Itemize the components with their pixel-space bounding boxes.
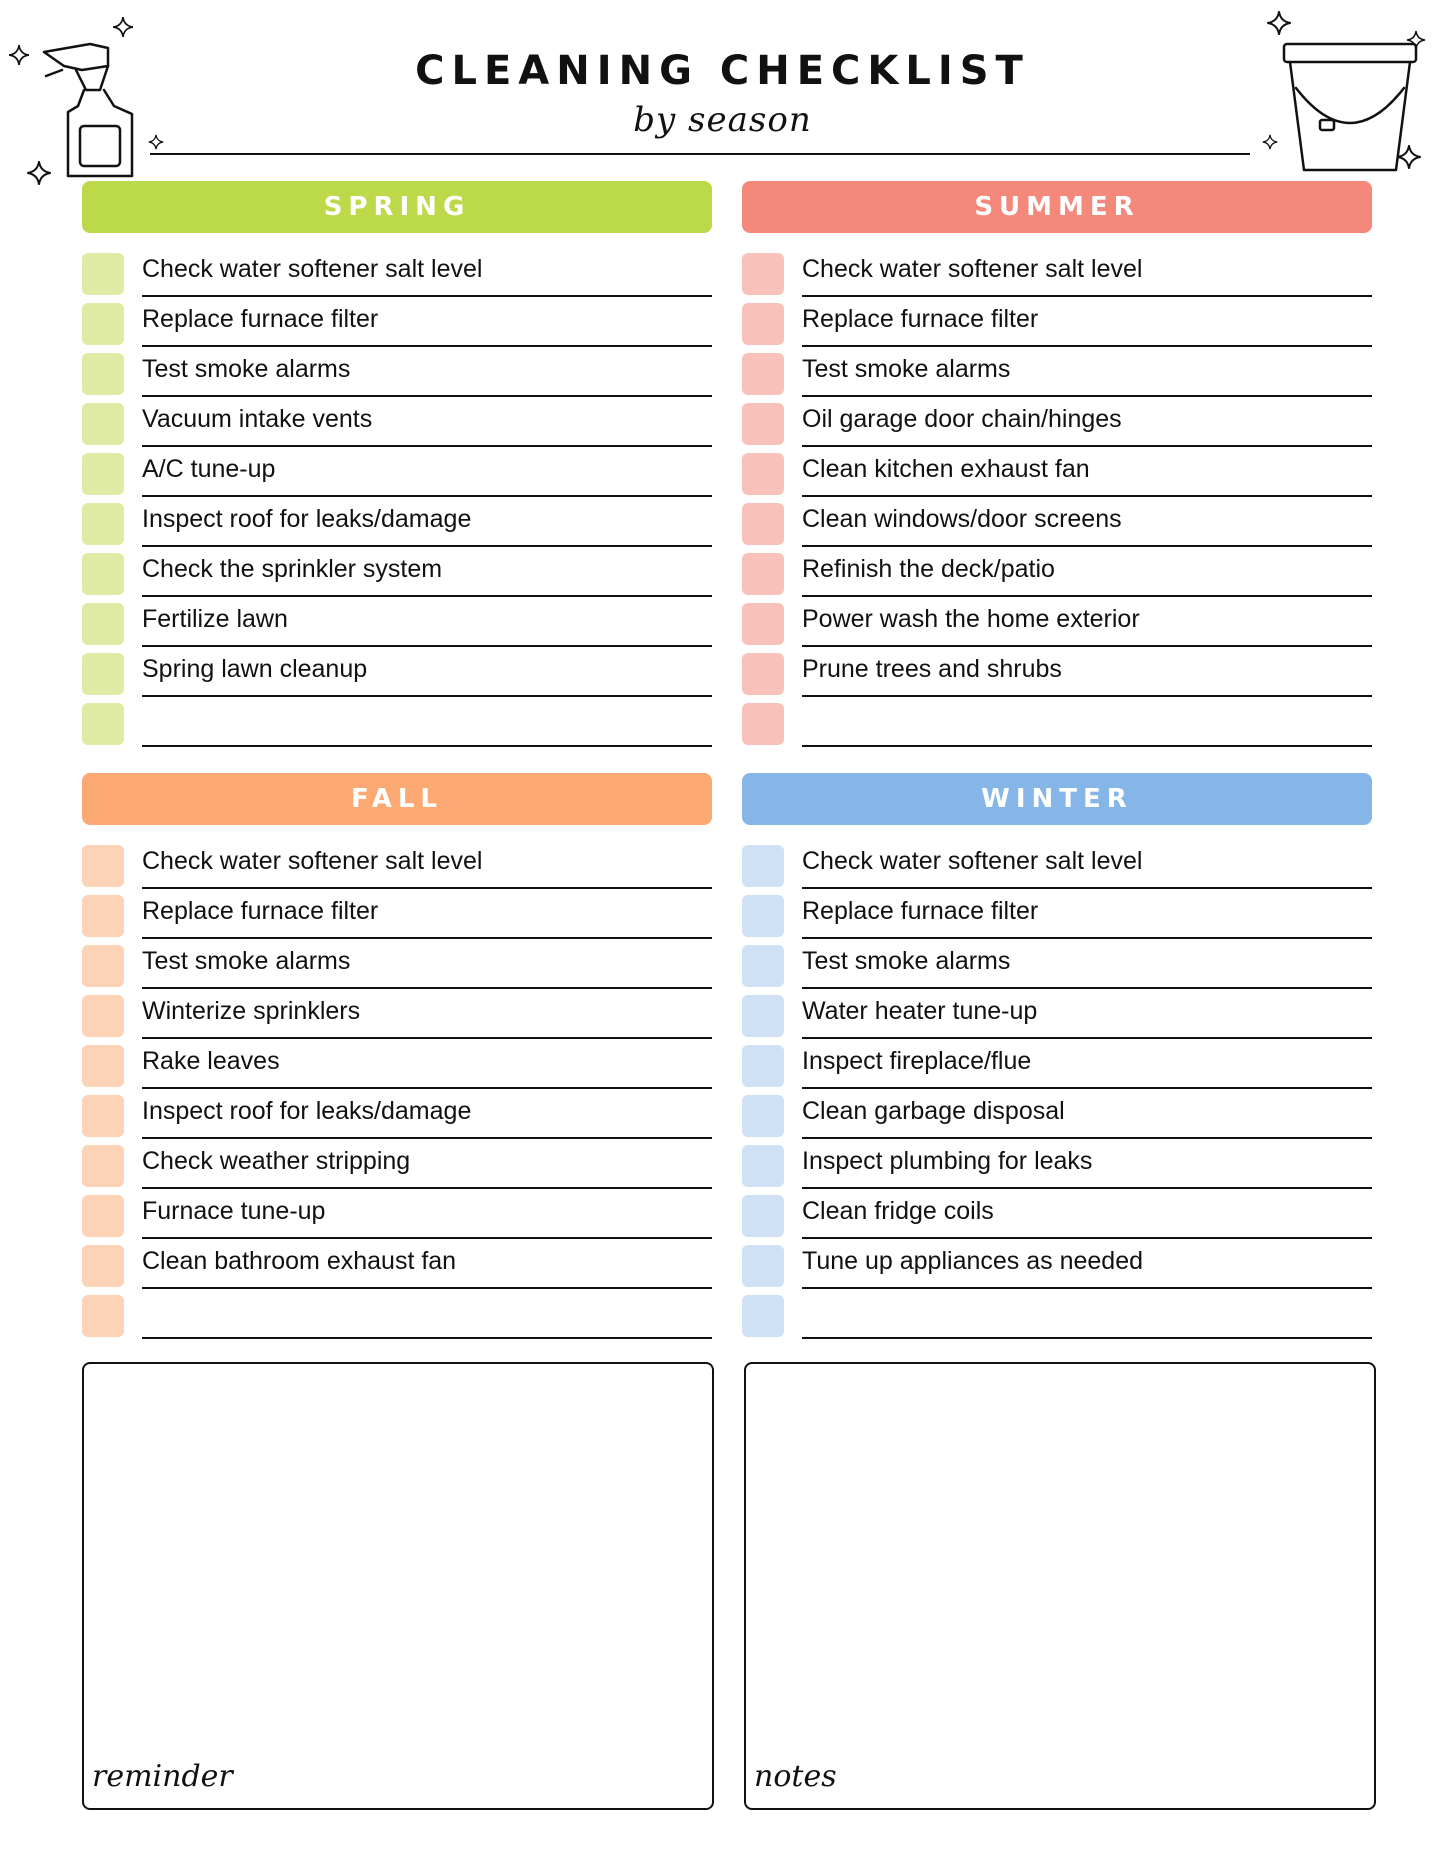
summer-checklist xyxy=(742,247,1372,747)
checklist-item xyxy=(742,547,1372,597)
checklist-item-label: Test smoke alarms xyxy=(802,355,1011,383)
write-line xyxy=(802,745,1372,747)
sparkle-icon xyxy=(1406,30,1426,50)
checklist-item xyxy=(82,889,712,939)
checkbox[interactable] xyxy=(742,1245,784,1287)
checklist-item-label: Test smoke alarms xyxy=(142,947,351,975)
spray-bottle-icon xyxy=(38,36,148,186)
sparkle-icon xyxy=(26,160,52,186)
checklist-item xyxy=(742,597,1372,647)
checklist-item-label: Spring lawn cleanup xyxy=(142,655,368,683)
checklist-item xyxy=(82,1189,712,1239)
checklist-item-label: Replace furnace filter xyxy=(802,897,1039,925)
checklist-item xyxy=(742,497,1372,547)
checklist-item-label: A/C tune-up xyxy=(142,455,276,483)
checkbox[interactable] xyxy=(742,945,784,987)
write-line xyxy=(802,1337,1372,1339)
sparkle-icon xyxy=(1396,144,1422,170)
checklist-item xyxy=(742,889,1372,939)
checklist-item xyxy=(82,247,712,297)
checklist-item-label: Fertilize lawn xyxy=(142,605,288,633)
checklist-item xyxy=(82,1239,712,1289)
checkbox[interactable] xyxy=(82,1045,124,1087)
checklist-item xyxy=(82,697,712,747)
checkbox[interactable] xyxy=(742,1195,784,1237)
checklist-item xyxy=(82,839,712,889)
checkbox[interactable] xyxy=(742,1095,784,1137)
spring-section xyxy=(82,181,712,747)
checklist-item-label: Rake leaves xyxy=(142,1047,280,1075)
checklist-item xyxy=(82,447,712,497)
checkbox[interactable] xyxy=(82,895,124,937)
reminder-box[interactable] xyxy=(82,1362,714,1810)
checklist-item-label: Clean kitchen exhaust fan xyxy=(802,455,1090,483)
winter-section xyxy=(742,773,1372,1339)
checklist-item xyxy=(742,397,1372,447)
checklist-item xyxy=(742,1039,1372,1089)
checkbox[interactable] xyxy=(742,1045,784,1087)
checkbox[interactable] xyxy=(82,503,124,545)
checklist-item-label: Check water softener salt level xyxy=(802,255,1143,283)
checkbox[interactable] xyxy=(82,1095,124,1137)
checkbox[interactable] xyxy=(82,845,124,887)
checkbox[interactable] xyxy=(82,553,124,595)
checkbox[interactable] xyxy=(82,303,124,345)
checklist-item xyxy=(742,839,1372,889)
checklist-item-label: Replace furnace filter xyxy=(142,897,379,925)
checklist-item-label: Inspect fireplace/flue xyxy=(802,1047,1032,1075)
checkbox[interactable] xyxy=(742,403,784,445)
checklist-item xyxy=(82,1289,712,1339)
checklist-item-label: Inspect roof for leaks/damage xyxy=(142,1097,472,1125)
checklist-item xyxy=(82,647,712,697)
checkbox[interactable] xyxy=(82,653,124,695)
checkbox[interactable] xyxy=(742,1295,784,1337)
checklist-item-label: Clean fridge coils xyxy=(802,1197,994,1225)
header-divider xyxy=(150,153,1250,155)
checkbox[interactable] xyxy=(82,353,124,395)
checklist-item xyxy=(742,647,1372,697)
checklist-item xyxy=(82,1139,712,1189)
checklist-item xyxy=(742,247,1372,297)
checklist-item xyxy=(742,1139,1372,1189)
checklist-item xyxy=(82,939,712,989)
checklist-item-label: Furnace tune-up xyxy=(142,1197,326,1225)
checkbox[interactable] xyxy=(82,703,124,745)
checklist-item-label: Clean garbage disposal xyxy=(802,1097,1065,1125)
checklist-item xyxy=(742,347,1372,397)
checklist-item-label: Test smoke alarms xyxy=(802,947,1011,975)
page-subtitle: by season xyxy=(633,100,812,140)
checkbox[interactable] xyxy=(82,995,124,1037)
checkbox[interactable] xyxy=(82,1295,124,1337)
reminder-label: reminder xyxy=(92,1759,233,1794)
checkbox[interactable] xyxy=(742,253,784,295)
checklist-item xyxy=(742,939,1372,989)
write-line xyxy=(142,1337,712,1339)
checklist-item xyxy=(742,1239,1372,1289)
checklist-item-label: Replace furnace filter xyxy=(802,305,1039,333)
checklist-item xyxy=(742,447,1372,497)
page-title: CLEANING CHECKLIST xyxy=(415,48,1030,94)
summer-section xyxy=(742,181,1372,747)
checklist-item xyxy=(82,597,712,647)
checkbox[interactable] xyxy=(82,453,124,495)
checkbox[interactable] xyxy=(742,653,784,695)
checklist-item-label: Check weather stripping xyxy=(142,1147,411,1175)
checklist-item-label: Check water softener salt level xyxy=(142,255,483,283)
fall-header: FALL xyxy=(82,773,712,825)
checklist-item-label: Tune up appliances as needed xyxy=(802,1247,1144,1275)
checklist-item-label: Refinish the deck/patio xyxy=(802,555,1055,583)
checkbox[interactable] xyxy=(742,1145,784,1187)
checklist-item xyxy=(742,1289,1372,1339)
sparkle-icon xyxy=(8,44,30,66)
checklist-item-label: Prune trees and shrubs xyxy=(802,655,1062,683)
checkbox[interactable] xyxy=(742,603,784,645)
checklist-item xyxy=(742,697,1372,747)
checklist-item xyxy=(82,1039,712,1089)
write-line xyxy=(142,745,712,747)
checkbox[interactable] xyxy=(742,845,784,887)
sparkle-icon xyxy=(1262,134,1278,150)
checkbox[interactable] xyxy=(742,995,784,1037)
checklist-item-label: Replace furnace filter xyxy=(142,305,379,333)
checkbox[interactable] xyxy=(82,1195,124,1237)
checklist-item xyxy=(82,297,712,347)
checkbox[interactable] xyxy=(82,403,124,445)
checklist-item-label: Power wash the home exterior xyxy=(802,605,1140,633)
checklist-item-label: Water heater tune-up xyxy=(802,997,1038,1025)
notes-box[interactable] xyxy=(744,1362,1376,1810)
fall-checklist xyxy=(82,839,712,1339)
checkbox[interactable] xyxy=(742,895,784,937)
checklist-item xyxy=(82,497,712,547)
checkbox[interactable] xyxy=(742,353,784,395)
spring-checklist xyxy=(82,247,712,747)
winter-checklist xyxy=(742,839,1372,1339)
checklist-item-label: Check water softener salt level xyxy=(802,847,1143,875)
checklist-item-label: Check the sprinkler system xyxy=(142,555,443,583)
checklist-item-label: Clean bathroom exhaust fan xyxy=(142,1247,457,1275)
checklist-item-label: Inspect plumbing for leaks xyxy=(802,1147,1093,1175)
checklist-item xyxy=(82,989,712,1039)
checklist-item-label: Test smoke alarms xyxy=(142,355,351,383)
checkbox[interactable] xyxy=(742,453,784,495)
fall-section xyxy=(82,773,712,1339)
notes-label: notes xyxy=(754,1759,837,1794)
sparkle-icon xyxy=(112,16,134,38)
checklist-item xyxy=(742,1089,1372,1139)
checkbox[interactable] xyxy=(82,603,124,645)
checkbox[interactable] xyxy=(742,553,784,595)
checklist-item-label: Inspect roof for leaks/damage xyxy=(142,505,472,533)
checklist-item xyxy=(82,397,712,447)
checklist-item xyxy=(82,547,712,597)
sparkle-icon xyxy=(148,134,164,150)
winter-header: WINTER xyxy=(742,773,1372,825)
checklist-item-label: Winterize sprinklers xyxy=(142,997,361,1025)
summer-header: SUMMER xyxy=(742,181,1372,233)
checklist-item xyxy=(742,989,1372,1039)
checklist-item xyxy=(742,297,1372,347)
checklist-item xyxy=(82,1089,712,1139)
spring-header: SPRING xyxy=(82,181,712,233)
checkbox[interactable] xyxy=(82,1245,124,1287)
checkbox[interactable] xyxy=(82,945,124,987)
checklist-item-label: Oil garage door chain/hinges xyxy=(802,405,1122,433)
checklist-item-label: Vacuum intake vents xyxy=(142,405,373,433)
checkbox[interactable] xyxy=(82,253,124,295)
checklist-item xyxy=(742,1189,1372,1239)
checkbox[interactable] xyxy=(742,303,784,345)
checkbox[interactable] xyxy=(82,1145,124,1187)
checkbox[interactable] xyxy=(742,703,784,745)
sparkle-icon xyxy=(1266,10,1292,36)
checklist-item-label: Check water softener salt level xyxy=(142,847,483,875)
checkbox[interactable] xyxy=(742,503,784,545)
checklist-item xyxy=(82,347,712,397)
checklist-item-label: Clean windows/door screens xyxy=(802,505,1122,533)
